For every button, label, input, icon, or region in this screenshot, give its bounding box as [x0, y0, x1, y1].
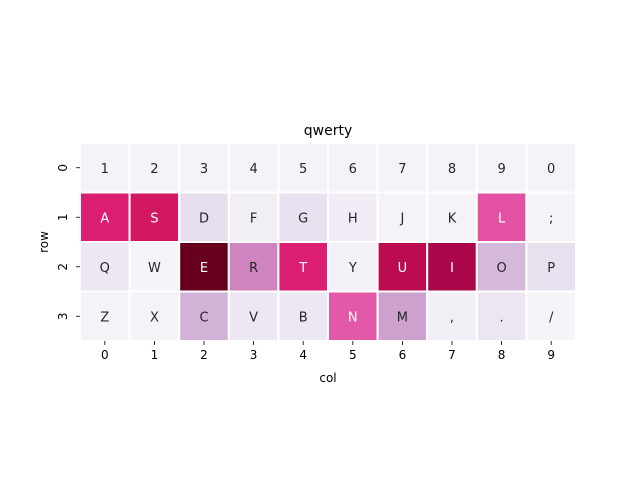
cell-label-r3-c9: / — [549, 310, 554, 326]
x-tick-label-4: 4 — [299, 348, 308, 362]
cell-label-r3-c7: , — [449, 310, 455, 326]
heatmap-cells — [80, 143, 576, 341]
cell-label-r3-c8: . — [499, 310, 504, 326]
cell-label-r2-c9: P — [547, 260, 556, 276]
cell-label-r0-c0: 1 — [100, 161, 109, 177]
x-tick-label-3: 3 — [249, 348, 258, 362]
cell-label-r3-c3: V — [249, 310, 259, 326]
y-tick-label-2: 2 — [56, 262, 70, 271]
cell-label-r1-c5: H — [347, 211, 358, 227]
cell-label-r1-c6: J — [400, 211, 405, 227]
cell-label-r2-c1: W — [147, 260, 161, 276]
cell-label-r1-c0: A — [100, 211, 110, 227]
y-axis — [56, 164, 80, 320]
y-axis-label: row — [37, 231, 51, 253]
cell-label-r2-c6: U — [397, 260, 408, 276]
cell-label-r3-c1: X — [149, 310, 159, 326]
cell-label-r1-c4: G — [298, 211, 309, 227]
x-tick-label-9: 9 — [547, 348, 556, 362]
cell-label-r2-c4: T — [299, 260, 308, 276]
x-tick-label-0: 0 — [100, 348, 109, 362]
cell-label-r1-c7: K — [447, 211, 457, 227]
cell-label-r3-c6: M — [396, 310, 409, 326]
x-tick-label-6: 6 — [398, 348, 407, 362]
cell-label-r0-c9: 0 — [547, 161, 556, 177]
x-axis — [101, 341, 555, 362]
y-tick-label-0: 0 — [56, 163, 70, 172]
cell-label-r2-c3: R — [249, 260, 259, 276]
y-tick-label-1: 1 — [56, 213, 70, 222]
cell-label-r0-c3: 4 — [249, 161, 258, 177]
cell-label-r1-c9: ; — [549, 211, 554, 227]
cell-label-r0-c7: 8 — [447, 161, 457, 177]
cell-label-r2-c8: O — [496, 260, 507, 276]
cell-label-r0-c6: 7 — [398, 161, 407, 177]
x-tick-label-1: 1 — [150, 348, 159, 362]
cell-label-r2-c7: I — [450, 260, 454, 276]
cell-label-r0-c8: 9 — [497, 161, 506, 177]
cell-label-r3-c0: Z — [100, 310, 110, 326]
cell-label-r0-c4: 5 — [299, 161, 308, 177]
x-tick-label-2: 2 — [200, 348, 208, 362]
x-tick-label-5: 5 — [348, 348, 357, 362]
cell-label-r3-c4: B — [298, 310, 308, 326]
cell-label-r2-c0: Q — [99, 260, 110, 276]
cell-label-r0-c5: 6 — [348, 161, 357, 177]
chart-title: qwerty — [303, 123, 353, 139]
cell-label-r3-c2: C — [199, 310, 209, 326]
cell-label-r2-c2: E — [199, 260, 209, 276]
x-axis-label: col — [319, 371, 337, 385]
y-tick-label-3: 3 — [56, 312, 70, 321]
cell-label-r1-c2: D — [198, 211, 210, 227]
cell-label-r1-c1: S — [150, 211, 159, 227]
x-tick-label-7: 7 — [448, 348, 456, 362]
x-tick-label-8: 8 — [497, 348, 506, 362]
cell-label-r1-c3: F — [249, 211, 258, 227]
cell-label-r0-c2: 3 — [199, 161, 209, 177]
cell-label-r1-c8: L — [497, 211, 506, 227]
cell-label-r3-c5: N — [347, 310, 358, 326]
cell-label-r0-c1: 2 — [150, 161, 159, 177]
cell-label-r2-c5: Y — [348, 260, 357, 276]
